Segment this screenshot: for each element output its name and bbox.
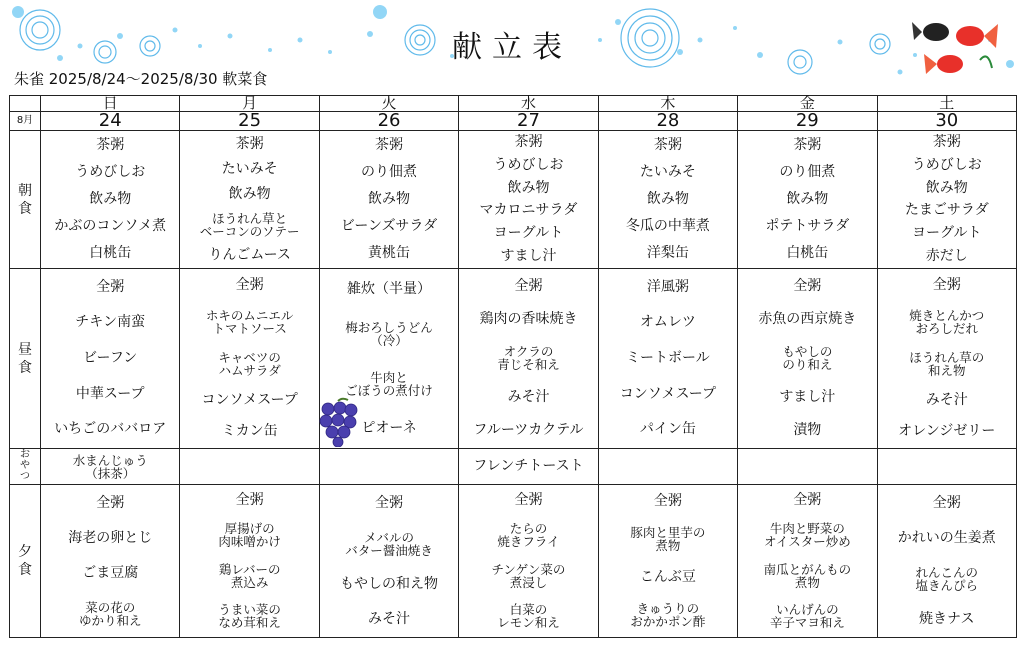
menu-item: 全粥 [235, 491, 264, 508]
weekday-cell: 月 [180, 96, 319, 112]
snack-cell [459, 449, 598, 485]
date-cell: 26 [319, 112, 458, 131]
menu-item: みそ汁 [507, 388, 550, 405]
menu-item: 全粥 [514, 277, 543, 294]
grape-icon [318, 397, 360, 447]
menu-item: 白桃缶 [786, 245, 829, 262]
date-cell: 24 [41, 112, 180, 131]
menu-item: ヨーグルト [911, 224, 982, 241]
menu-item: 牛肉と野菜の オイスター炒め [763, 521, 851, 550]
meal-label-lunch: 昼食 [10, 269, 41, 449]
menu-item: ほうれん草と ベーコンのソテー [199, 210, 300, 239]
dinner-cell [459, 485, 598, 638]
menu-table [9, 95, 1017, 638]
menu-item: 雑炊（半量） [347, 280, 432, 297]
weekday-cell: 木 [598, 96, 737, 112]
menu-item: 全粥 [375, 494, 404, 511]
menu-item: 冬瓜の中華煮 [625, 218, 710, 235]
menu-item: 海老の卵とじ [68, 529, 153, 546]
weekday-cell: 日 [41, 96, 180, 112]
menu-item: のり佃煮 [361, 163, 418, 180]
menu-item: 全粥 [793, 491, 822, 508]
menu-item: たらの 焼きフライ [497, 521, 560, 550]
menu-item: 茶粥 [653, 136, 682, 153]
menu-item: うまい菜の なめ茸和え [218, 602, 281, 631]
lunch-cell [459, 269, 598, 449]
menu-item: 飲み物 [507, 179, 550, 196]
menu-item: オレンジゼリー [898, 423, 996, 440]
menu-item: コンソメスープ [619, 385, 717, 402]
date-cell: 25 [180, 112, 319, 131]
dinner-cell [41, 485, 180, 638]
menu-item: ビーフン [83, 349, 138, 366]
menu-item: うめびしお [911, 156, 982, 173]
menu-item: きゅうりの おかかポン酢 [630, 600, 706, 629]
meal-label-breakfast: 朝食 [10, 131, 41, 269]
menu-item: かぶのコンソメ煮 [54, 218, 167, 235]
dinner-cell [738, 485, 877, 638]
menu-item: たいみそ [221, 160, 278, 177]
menu-item: うめびしお [75, 163, 146, 180]
dinner-row [10, 485, 1017, 638]
menu-item: 全粥 [235, 276, 264, 293]
menu-subtitle: 朱雀 2025/8/24～2025/8/30 軟菜食 [14, 70, 268, 88]
menu-item: のり佃煮 [779, 163, 836, 180]
page-title: 献立表 [452, 30, 572, 65]
menu-item: 茶粥 [235, 135, 264, 152]
menu-item: 全粥 [932, 276, 961, 293]
menu-item: 茶粥 [793, 136, 822, 153]
menu-item: いちごのババロア [54, 421, 167, 438]
menu-item: 飲み物 [368, 190, 411, 207]
date-cell: 28 [598, 112, 737, 131]
menu-item: 茶粥 [514, 134, 543, 151]
menu-item: 茶粥 [96, 136, 125, 153]
menu-item: れんこんの 塩きんぴら [915, 564, 979, 593]
breakfast-cell [319, 131, 458, 269]
menu-item: ピオーネ [361, 419, 417, 436]
menu-item: ホキのムニエル トマトソース [205, 307, 294, 336]
menu-item: 牛肉と ごぼうの煮付け [345, 369, 433, 398]
menu-item: マカロニサラダ [479, 202, 578, 219]
menu-item: 洋風粥 [646, 278, 689, 295]
menu-item: ミートボール [626, 349, 710, 366]
menu-item: りんごムース [208, 246, 291, 263]
lunch-cell [41, 269, 180, 449]
breakfast-cell [41, 131, 180, 269]
meal-label-snack: おやつ [10, 449, 41, 485]
menu-item: フルーツカクテル [473, 422, 584, 439]
menu-item: ポテトサラダ [765, 218, 850, 235]
menu-item: フレンチトースト [473, 458, 584, 474]
breakfast-cell [738, 131, 877, 269]
dinner-cell [319, 485, 458, 638]
date-cell: 27 [459, 112, 598, 131]
menu-item: ミカン缶 [221, 423, 278, 440]
snack-cell [877, 449, 1016, 485]
lunch-cell [180, 269, 319, 449]
menu-item: チキン南蛮 [75, 314, 146, 331]
menu-item: 全粥 [514, 491, 543, 508]
menu-item: 飲み物 [925, 179, 968, 196]
menu-item: 鶏肉の香味焼き [479, 311, 578, 328]
menu-item: 飲み物 [89, 190, 132, 207]
menu-item: みそ汁 [925, 392, 968, 409]
menu-item: 全粥 [793, 277, 822, 294]
weekday-cell: 水 [459, 96, 598, 112]
menu-item: 全粥 [932, 494, 961, 511]
menu-item: メバルの バター醤油焼き [345, 529, 433, 558]
menu-item: パイン缶 [639, 421, 696, 438]
menu-item: 赤魚の西京焼き [758, 311, 857, 328]
menu-item: 茶粥 [932, 134, 961, 151]
menu-item: うめびしお [493, 156, 564, 173]
menu-item: キャベツの ハムサラダ [218, 349, 281, 378]
menu-item: チンゲン菜の 煮浸し [491, 561, 566, 590]
snack-cell [598, 449, 737, 485]
menu-item: かれいの生姜煮 [897, 529, 996, 546]
menu-item: 白桃缶 [89, 245, 132, 262]
menu-item: すまし汁 [500, 247, 557, 264]
menu-item: 厚揚げの 肉味噌かけ [218, 521, 281, 550]
dinner-cell [180, 485, 319, 638]
snack-cell [41, 449, 180, 485]
menu-item: 全粥 [653, 493, 682, 510]
lunch-row [10, 269, 1017, 449]
dinner-cell [598, 485, 737, 638]
menu-item: こんぶ豆 [639, 568, 696, 585]
menu-item: ほうれん草の 和え物 [909, 349, 985, 378]
menu-item: 飲み物 [786, 190, 829, 207]
dinner-cell [877, 485, 1016, 638]
menu-item: 全粥 [96, 278, 125, 295]
menu-item: 中華スープ [75, 385, 145, 402]
menu-item: 茶粥 [375, 136, 404, 153]
menu-item: 焼きとんかつ おろしだれ [909, 307, 985, 336]
breakfast-row [10, 131, 1017, 269]
menu-item: 焼きナス [919, 610, 975, 627]
lunch-cell [877, 269, 1016, 449]
page-header [0, 0, 1024, 94]
snack-cell [319, 449, 458, 485]
menu-item: 洋梨缶 [646, 245, 689, 262]
menu-item: たいみそ [639, 163, 696, 180]
menu-item: ヨーグルト [493, 224, 564, 241]
lunch-cell [598, 269, 737, 449]
breakfast-cell [598, 131, 737, 269]
menu-item: もやしの のり和え [782, 344, 833, 373]
menu-item: 南瓜とがんもの 煮物 [763, 561, 852, 590]
menu-item: 鶏レバーの 煮込み [218, 561, 281, 590]
menu-item: 菜の花の ゆかり和え [78, 599, 142, 628]
menu-item: たまごサラダ [904, 202, 989, 219]
menu-item: 黄桃缶 [368, 245, 411, 262]
menu-item: 豚肉と里芋の 煮物 [630, 525, 706, 554]
menu-item: 漬物 [793, 422, 822, 439]
lunch-cell [738, 269, 877, 449]
date-cell: 29 [738, 112, 877, 131]
menu-item: ごま豆腐 [82, 564, 139, 581]
snack-row [10, 449, 1017, 485]
menu-item: もやしの和え物 [340, 575, 439, 592]
menu-item: みそ汁 [368, 610, 411, 627]
corner-cell [10, 96, 41, 112]
weekday-cell: 金 [738, 96, 877, 112]
snack-cell [738, 449, 877, 485]
menu-item: すまし汁 [779, 388, 836, 405]
menu-item: コンソメスープ [201, 392, 298, 409]
snack-cell [180, 449, 319, 485]
menu-item: 赤だし [925, 247, 968, 264]
breakfast-cell [180, 131, 319, 269]
weekday-cell: 火 [319, 96, 458, 112]
menu-item: ビーンズサラダ [340, 218, 438, 235]
menu-item: 飲み物 [228, 185, 271, 202]
menu-item: オクラの 青じそ和え [497, 344, 560, 373]
meal-label-dinner: 夕食 [10, 485, 41, 638]
menu-item: 全粥 [96, 494, 125, 511]
date-cell: 30 [877, 112, 1016, 131]
weekday-cell: 土 [877, 96, 1016, 112]
date-row [10, 112, 1017, 131]
menu-item: オムレツ [639, 314, 696, 331]
breakfast-cell [877, 131, 1016, 269]
menu-item: 水まんじゅう （抹茶） [72, 452, 148, 481]
menu-item: 飲み物 [646, 190, 689, 207]
menu-item: 梅おろしうどん （冷） [345, 319, 433, 348]
menu-item: 白菜の レモン和え [497, 602, 560, 631]
month-label: 8月 [10, 112, 41, 131]
weekday-row [10, 96, 1017, 112]
menu-item: いんげんの 辛子マヨ和え [769, 602, 845, 631]
breakfast-cell [459, 131, 598, 269]
